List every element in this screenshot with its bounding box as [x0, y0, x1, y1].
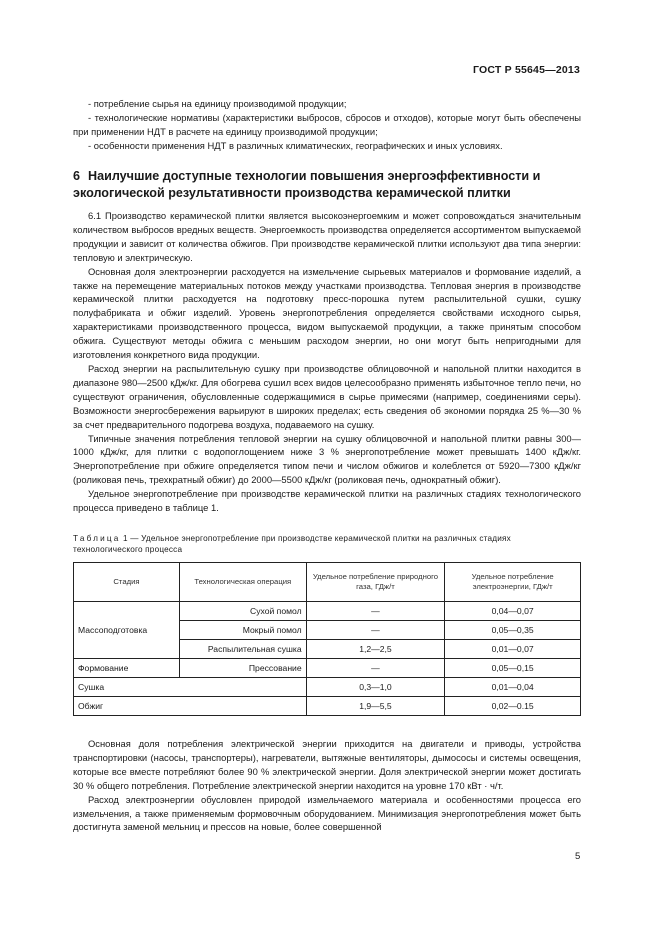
table-cell-electricity: 0,05—0,15 — [445, 659, 581, 678]
bullet-item: - потребление сырья на единицу производимой продукции; — [88, 98, 347, 109]
table-header-row — [74, 563, 581, 602]
table-cell-gas: 1,2—2,5 — [306, 640, 445, 659]
paragraph: Расход энергии на распылительную сушку при производстве облицовочной и напольной плитки находится в диапазоне 980—2500 кДж/кг. Для обогрева сушил всех видов целесообразно применять избыточное тепло печи, но существуют ограничения, обусловленные содержащимися в сырье примесями (например, соединениями серы). Возможности энергосбережения варьируют в широких пределах; есть сведения об экономии порядка 25 %—30 % за счет предварительного подогрева воздуха, подаваемого на сушку. — [73, 362, 581, 430]
paragraph: Удельное энергопотребление при производстве керамической плитки на различных стадиях технологического процесса приведено в таблице 1. — [73, 488, 581, 514]
bullet-item: - технологические нормативы (характеристики выбросов, сбросов и отходов), которые могут быть обеспечены при применении НДТ в расчете на единицу производимой продукции; — [73, 111, 581, 137]
table-cell-operation: Распылительная сушка — [179, 640, 306, 659]
table-cell-gas: — — [306, 621, 445, 640]
paragraph: Основная доля электроэнергии расходуется на измельчение сырьевых материалов и формование изделий, а также на перемещение материальных потоков между участками производства. Тепловая энергия в производстве керамической плитки расходуется на подготовку пресс-порошка путем распылительной сушки, сушку полуфабриката и обжиг изделий. Уровень энергопотребления определяется свойствами исходного сырья, характеристиками производственного процесса, видом выпускаемой продукции, а также принятым способом обжига. Существуют методы обжига с меньшим расходом энергии, но они могут быть непригодными для изготовления конкретного вида продукции. — [73, 265, 581, 361]
table-cell-electricity: 0,01—0,04 — [445, 678, 581, 697]
table-cell-electricity: 0,01—0,07 — [445, 640, 581, 659]
table-row — [74, 602, 581, 621]
table-header-cell: Технологическая операция — [179, 563, 306, 602]
section-body — [73, 209, 581, 515]
table-cell-electricity: 0,05—0,35 — [445, 621, 581, 640]
table-caption — [73, 534, 581, 555]
section-title: Наилучшие доступные технологии повышения энергоэффективности и экологической результативности производства керамической плитки — [73, 169, 541, 200]
table-caption-text: 1 — Удельное энергопотребление при производстве керамической плитки на различных стадиях технологического процесса — [73, 534, 511, 554]
table-cell-operation: Сухой помол — [179, 602, 306, 621]
table-cell-gas: — — [306, 659, 445, 678]
table-row — [74, 678, 581, 697]
paragraph: Основная доля потребления электрической энергии приходится на двигатели и приводы, устройства транспортировки (насосы, транспортеры), нагреватели, вытяжные вентиляторы, дымососы и системы освещения, которые все вместе потребляют более 90 % электрической энергии. Доля электрической энергии может достигать 30 % общего потребления. Потребление электрической энергии находится на уровне 170 кВт · ч/т. — [73, 738, 581, 791]
section-heading — [73, 168, 581, 201]
document-header: ГОСТ Р 55645—2013 — [472, 64, 580, 76]
table-cell-electricity: 0,02—0.15 — [445, 697, 581, 716]
table-row — [74, 697, 581, 716]
paragraph: Расход электроэнергии обусловлен природой измельчаемого материала и особенностями процесса его измельчения, а также применяемым формовочным оборудованием. Минимизация энергопотребления может быть достигнута заменой мельниц и прессов на новые, более совершенной — [73, 793, 581, 833]
energy-table — [73, 562, 581, 716]
table-cell-operation: Мокрый помол — [179, 621, 306, 640]
section-number: 6 — [73, 169, 81, 183]
table-cell-stage: Обжиг — [74, 697, 307, 716]
table-header-cell: Удельное потребление электроэнергии, ГДж/т — [445, 563, 581, 602]
table-cell-operation: Прессование — [179, 659, 306, 678]
post-table-body — [73, 737, 581, 834]
paragraph: Типичные значения потребления тепловой энергии на сушку облицовочной и напольной плитки равны 300—1000 кДж/кг, для плитки с водопоглощением ниже 3 % энергопотребление может превышать 1400 кДж/кг. Энергопотребление при обжиге определяется типом печи и числом обжигов и колеблется от 5920—7300 кДж/кг (роликовая печь, трехкратный обжиг) до 2000—5500 кДж/кг (роликовая печь, однократный обжиг). — [73, 432, 581, 486]
table-cell-stage: Формование — [74, 659, 180, 678]
table-row — [74, 659, 581, 678]
bullet-item: - особенности применения НДТ в различных климатических, географических и иных условиях. — [88, 139, 503, 151]
paragraph: 6.1 Производство керамической плитки является высокоэнергоемким и может сопровождаться значительным количеством выбросов вредных веществ. Энергоемкость производства определяется ассортиментом выпускаемой продукции и зависит от количества обжигов. При производстве керамической плитки используют два типа энергии: тепловую и электрическую. — [73, 210, 581, 263]
page-number: 5 — [575, 851, 581, 862]
table-header-cell: Удельное потребление природного газа, ГДж/т — [306, 563, 445, 602]
table-caption-prefix: Таблица — [73, 534, 121, 543]
table-cell-stage: Массоподготовка — [74, 602, 180, 659]
table-cell-electricity: 0,04—0,07 — [445, 602, 581, 621]
table-cell-stage: Сушка — [74, 678, 307, 697]
bullet-list — [73, 97, 581, 153]
table-header-cell: Стадия — [74, 563, 180, 602]
table-cell-gas: 1,9—5,5 — [306, 697, 445, 716]
table-cell-gas: 0,3—1,0 — [306, 678, 445, 697]
table-cell-gas: — — [306, 602, 445, 621]
